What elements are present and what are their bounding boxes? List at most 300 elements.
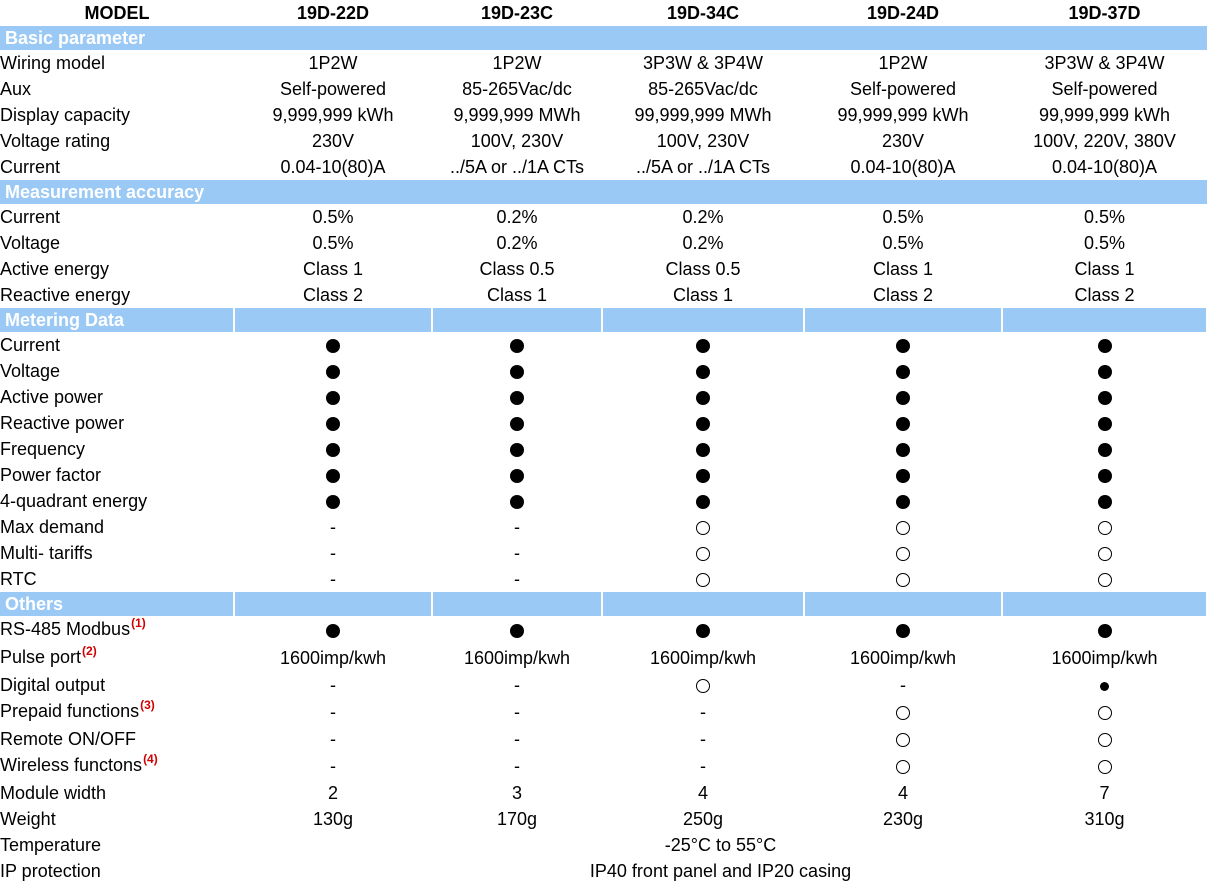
- open-circle-icon: [1098, 733, 1112, 747]
- value-cell: 310g: [1084, 809, 1125, 829]
- row-label-text: Current: [0, 207, 61, 227]
- filled-dot-icon: [696, 391, 710, 405]
- model-header: 19D-23C: [480, 3, 554, 23]
- table-row: [0, 76, 1207, 102]
- value-cell: ../5A or ../1A CTs: [449, 157, 585, 177]
- filled-dot-icon: [1098, 469, 1112, 483]
- open-circle-icon: [896, 547, 910, 561]
- value-cell: -: [330, 675, 336, 695]
- row-label: [0, 806, 234, 832]
- row-label-text: Remote ON/OFF: [0, 729, 137, 749]
- table-row: [0, 358, 1207, 384]
- section-header-row: [0, 180, 1207, 204]
- table-row: [0, 230, 1207, 256]
- value-cell: 85-265Vac/dc: [648, 79, 758, 99]
- value-cell: [432, 332, 602, 358]
- filled-dot-icon: [896, 469, 910, 483]
- value-cell: [432, 488, 602, 514]
- filled-dot-icon: [696, 495, 710, 509]
- table-row: [0, 698, 1207, 726]
- filled-dot-icon: [510, 624, 524, 638]
- open-circle-icon: [1098, 760, 1112, 774]
- value-cell: [234, 616, 432, 644]
- open-circle-icon: [1098, 706, 1112, 720]
- value-cell: [602, 566, 804, 592]
- value-cell: Class 1: [302, 259, 364, 279]
- row-label: [0, 832, 234, 858]
- value-cell: [1002, 462, 1207, 488]
- row-label-text: RS-485 Modbus: [0, 619, 131, 639]
- filled-dot-icon: [326, 495, 340, 509]
- row-label: [0, 358, 234, 384]
- value-cell: 1600imp/kwh: [463, 648, 571, 668]
- value-cell: Self-powered: [1051, 79, 1158, 99]
- row-label-text: Current: [0, 335, 61, 355]
- value-cell: 4: [697, 783, 708, 803]
- row-label-text: Power factor: [0, 465, 102, 485]
- value-cell: [602, 540, 804, 566]
- row-label: [0, 102, 234, 128]
- table-row: [0, 128, 1207, 154]
- value-cell: 0.04-10(80)A: [1051, 157, 1158, 177]
- value-cell: 1600imp/kwh: [279, 648, 387, 668]
- value-cell: Class 1: [872, 259, 934, 279]
- filled-dot-icon: [1098, 365, 1112, 379]
- value-cell: [234, 332, 432, 358]
- row-label-text: Prepaid functions: [0, 701, 140, 721]
- footnote-marker: (3): [140, 698, 155, 712]
- footnote-marker: (2): [82, 644, 97, 658]
- row-label-text: Max demand: [0, 517, 105, 537]
- filled-dot-icon: [896, 624, 910, 638]
- value-cell: [804, 514, 1002, 540]
- value-cell: 1600imp/kwh: [1051, 648, 1158, 668]
- value-cell: 0.2%: [496, 233, 538, 253]
- row-label-text: Aux: [0, 79, 32, 99]
- value-cell: 0.2%: [682, 207, 724, 227]
- filled-dot-icon: [326, 469, 340, 483]
- filled-dot-icon: [896, 417, 910, 431]
- row-label-text: Reactive energy: [0, 285, 131, 305]
- value-cell: [602, 410, 804, 436]
- value-cell: 230V: [311, 131, 355, 151]
- section-title: Others: [0, 592, 234, 616]
- value-cell: Self-powered: [279, 79, 387, 99]
- value-cell: Class 2: [302, 285, 364, 305]
- table-row: [0, 204, 1207, 230]
- section-cell: [432, 592, 602, 616]
- value-cell: 99,999,999 kWh: [1038, 105, 1171, 125]
- value-cell: [804, 488, 1002, 514]
- value-cell: [432, 436, 602, 462]
- filled-dot-icon: [510, 443, 524, 457]
- filled-dot-icon: [510, 391, 524, 405]
- spanned-value: IP40 front panel and IP20 casing: [589, 861, 852, 881]
- section-cell: [804, 308, 1002, 332]
- value-cell: Class 1: [486, 285, 548, 305]
- model-header: 19D-22D: [296, 3, 370, 23]
- table-row: [0, 616, 1207, 644]
- table-row: [0, 488, 1207, 514]
- filled-dot-icon: [1098, 624, 1112, 638]
- value-cell: [804, 410, 1002, 436]
- filled-dot-icon: [1098, 339, 1112, 353]
- filled-dot-icon: [326, 365, 340, 379]
- table-row: [0, 806, 1207, 832]
- row-label: [0, 488, 234, 514]
- value-cell: [1002, 436, 1207, 462]
- filled-dot-icon: [510, 365, 524, 379]
- value-cell: 4: [897, 783, 908, 803]
- filled-dot-icon: [326, 443, 340, 457]
- section-cell: [602, 592, 804, 616]
- open-circle-icon: [696, 521, 710, 535]
- open-circle-icon: [1098, 573, 1112, 587]
- value-cell: [1002, 672, 1207, 698]
- value-cell: -: [514, 569, 520, 589]
- value-cell: [602, 384, 804, 410]
- value-cell: 170g: [496, 809, 538, 829]
- value-cell: [432, 462, 602, 488]
- filled-dot-icon: [326, 339, 340, 353]
- row-label-text: IP protection: [0, 861, 101, 881]
- row-label-text: Pulse port: [0, 647, 82, 667]
- value-cell: 250g: [682, 809, 724, 829]
- value-cell: -: [514, 517, 520, 537]
- value-cell: [804, 752, 1002, 780]
- row-label: [0, 230, 234, 256]
- table-row: [0, 540, 1207, 566]
- filled-dot-icon: [696, 417, 710, 431]
- row-label: [0, 204, 234, 230]
- value-cell: 100V, 220V, 380V: [1033, 131, 1176, 151]
- row-label-text: Current: [0, 157, 61, 177]
- filled-dot-icon: [896, 391, 910, 405]
- value-cell: [432, 384, 602, 410]
- value-cell: -: [700, 756, 706, 776]
- filled-dot-icon: [510, 469, 524, 483]
- open-circle-icon: [696, 573, 710, 587]
- row-label: [0, 540, 234, 566]
- row-label-text: Digital output: [0, 675, 106, 695]
- filled-dot-icon: [1098, 495, 1112, 509]
- row-label: [0, 698, 234, 726]
- row-label: [0, 76, 234, 102]
- value-cell: [602, 672, 804, 698]
- table-row: [0, 644, 1207, 672]
- value-cell: Class 2: [1074, 285, 1135, 305]
- row-label-text: Wireless functons: [0, 755, 143, 775]
- table-row: [0, 154, 1207, 180]
- value-cell: [602, 514, 804, 540]
- value-cell: -: [330, 517, 336, 537]
- footnote-marker: (4): [143, 752, 158, 766]
- row-label-text: Display capacity: [0, 105, 131, 125]
- value-cell: [1002, 540, 1207, 566]
- value-cell: -: [700, 729, 706, 749]
- filled-dot-icon: [326, 624, 340, 638]
- filled-dot-icon: [1098, 391, 1112, 405]
- value-cell: 85-265Vac/dc: [462, 79, 572, 99]
- row-label-text: Active energy: [0, 259, 110, 279]
- row-label: [0, 50, 234, 76]
- value-cell: 0.04-10(80)A: [280, 157, 386, 177]
- value-cell: [1002, 726, 1207, 752]
- value-cell: 1600imp/kwh: [649, 648, 757, 668]
- filled-dot-icon: [510, 417, 524, 431]
- value-cell: [602, 436, 804, 462]
- table-row: [0, 462, 1207, 488]
- value-cell: [602, 358, 804, 384]
- value-cell: [602, 332, 804, 358]
- filled-dot-icon: [896, 339, 910, 353]
- filled-dot-icon: [696, 339, 710, 353]
- value-cell: [804, 616, 1002, 644]
- value-cell: [602, 462, 804, 488]
- value-cell: [804, 436, 1002, 462]
- filled-dot-icon: [1098, 417, 1112, 431]
- value-cell: Class 2: [872, 285, 934, 305]
- row-label: [0, 780, 234, 806]
- table-row: [0, 332, 1207, 358]
- value-cell: 9,999,999 kWh: [272, 105, 394, 125]
- value-cell: -: [514, 756, 520, 776]
- footnote-marker: (1): [131, 616, 146, 630]
- value-cell: [804, 726, 1002, 752]
- section-title: Metering Data: [0, 308, 234, 332]
- open-circle-icon: [696, 679, 710, 693]
- table-row: [0, 566, 1207, 592]
- row-label: [0, 410, 234, 436]
- section-cell: [234, 592, 432, 616]
- table-row: [0, 514, 1207, 540]
- value-cell: [804, 462, 1002, 488]
- value-cell: 100V, 230V: [656, 131, 750, 151]
- value-cell: 3: [511, 783, 522, 803]
- value-cell: [804, 384, 1002, 410]
- value-cell: [1002, 488, 1207, 514]
- section-cell: [602, 308, 804, 332]
- section-cell: [234, 308, 432, 332]
- filled-dot-icon: [896, 365, 910, 379]
- value-cell: 100V, 230V: [470, 131, 564, 151]
- row-label-text: 4-quadrant energy: [0, 491, 148, 511]
- value-cell: -: [900, 675, 906, 695]
- value-cell: [1002, 566, 1207, 592]
- row-label-text: Voltage: [0, 233, 61, 253]
- section-header-row: [0, 26, 1207, 50]
- value-cell: [234, 436, 432, 462]
- open-circle-icon: [896, 573, 910, 587]
- value-cell: [804, 566, 1002, 592]
- value-cell: 0.5%: [312, 233, 354, 253]
- value-cell: [804, 698, 1002, 726]
- value-cell: [804, 332, 1002, 358]
- row-label: [0, 462, 234, 488]
- open-circle-icon: [896, 760, 910, 774]
- model-label: MODEL: [84, 3, 150, 23]
- row-label: [0, 672, 234, 698]
- section-header-row: [0, 308, 1207, 332]
- table-row: [0, 384, 1207, 410]
- table-row: [0, 726, 1207, 752]
- open-circle-icon: [896, 706, 910, 720]
- value-cell: 99,999,999 MWh: [634, 105, 772, 125]
- filled-dot-icon: [696, 624, 710, 638]
- row-label: [0, 384, 234, 410]
- filled-dot-icon: [510, 339, 524, 353]
- value-cell: -: [330, 702, 336, 722]
- value-cell: [234, 358, 432, 384]
- value-cell: 7: [1099, 783, 1110, 803]
- value-cell: ../5A or ../1A CTs: [635, 157, 771, 177]
- value-cell: [1002, 752, 1207, 780]
- value-cell: [1002, 616, 1207, 644]
- value-cell: [1002, 358, 1207, 384]
- row-label: [0, 566, 234, 592]
- value-cell: [432, 410, 602, 436]
- model-header: 19D-37D: [1068, 3, 1141, 23]
- table-row: [0, 256, 1207, 282]
- value-cell: 0.5%: [1083, 207, 1126, 227]
- row-label-text: Voltage: [0, 361, 61, 381]
- value-cell: [1002, 514, 1207, 540]
- table-row: [0, 752, 1207, 780]
- row-label: [0, 256, 234, 282]
- value-cell: [804, 540, 1002, 566]
- value-cell: [1002, 384, 1207, 410]
- value-cell: 0.5%: [882, 207, 924, 227]
- value-cell: -: [514, 675, 520, 695]
- value-cell: Class 1: [1074, 259, 1135, 279]
- row-label-text: Wiring model: [0, 53, 106, 73]
- row-label: [0, 128, 234, 154]
- model-header: 19D-24D: [866, 3, 940, 23]
- row-label-text: Active power: [0, 387, 104, 407]
- filled-dot-icon: [326, 417, 340, 431]
- filled-dot-icon: [1098, 443, 1112, 457]
- open-circle-icon: [1098, 521, 1112, 535]
- value-cell: 0.2%: [496, 207, 538, 227]
- filled-dot-icon: [326, 391, 340, 405]
- value-cell: 3P3W & 3P4W: [642, 53, 764, 73]
- value-cell: -: [330, 543, 336, 563]
- value-cell: [432, 358, 602, 384]
- value-cell: Class 0.5: [665, 259, 741, 279]
- section-header-row: [0, 592, 1207, 616]
- value-cell: [804, 358, 1002, 384]
- row-label: [0, 616, 234, 644]
- section-title: Measurement accuracy: [0, 180, 1207, 204]
- value-cell: 0.5%: [312, 207, 354, 227]
- filled-dot-icon: [696, 469, 710, 483]
- open-circle-icon: [896, 521, 910, 535]
- filled-dot-icon: [696, 443, 710, 457]
- table-row: [0, 410, 1207, 436]
- table-row: [0, 780, 1207, 806]
- table-row: [0, 672, 1207, 698]
- value-cell: [234, 488, 432, 514]
- row-label: [0, 514, 234, 540]
- value-cell: 0.5%: [882, 233, 924, 253]
- value-cell: -: [514, 543, 520, 563]
- filled-dot-icon: [510, 495, 524, 509]
- spanned-value: -25°C to 55°C: [664, 835, 777, 855]
- row-label-text: Weight: [0, 809, 56, 829]
- value-cell: [602, 616, 804, 644]
- row-label-text: Voltage rating: [0, 131, 111, 151]
- value-cell: 230g: [882, 809, 924, 829]
- row-label: [0, 282, 234, 308]
- section-cell: [1002, 308, 1207, 332]
- table-row: [0, 50, 1207, 76]
- value-cell: 0.5%: [1083, 233, 1126, 253]
- value-cell: 99,999,999 kWh: [837, 105, 969, 125]
- table-row: [0, 858, 1207, 884]
- value-cell: -: [700, 702, 706, 722]
- row-label-text: Frequency: [0, 439, 86, 459]
- row-label: [0, 726, 234, 752]
- value-cell: [234, 462, 432, 488]
- value-cell: 1P2W: [492, 53, 542, 73]
- filled-dot-icon: [896, 443, 910, 457]
- table-row: [0, 282, 1207, 308]
- header-row: [0, 0, 1207, 26]
- model-header: 19D-34C: [666, 3, 740, 23]
- section-cell: [1002, 592, 1207, 616]
- open-circle-icon: [896, 733, 910, 747]
- table-row: [0, 832, 1207, 858]
- value-cell: 1P2W: [308, 53, 358, 73]
- section-cell: [804, 592, 1002, 616]
- value-cell: 130g: [312, 809, 354, 829]
- small-dot-icon: [1100, 682, 1109, 691]
- row-label: [0, 644, 234, 672]
- value-cell: -: [514, 729, 520, 749]
- filled-dot-icon: [896, 495, 910, 509]
- section-cell: [432, 308, 602, 332]
- value-cell: 2: [327, 783, 338, 803]
- value-cell: 1600imp/kwh: [849, 648, 957, 668]
- value-cell: Class 1: [672, 285, 734, 305]
- table-row: [0, 102, 1207, 128]
- row-label-text: Multi- tariffs: [0, 543, 93, 563]
- row-label-text: Temperature: [0, 835, 102, 855]
- value-cell: 9,999,999 MWh: [453, 105, 581, 125]
- value-cell: -: [514, 702, 520, 722]
- value-cell: [602, 488, 804, 514]
- row-label: [0, 436, 234, 462]
- row-label-text: Module width: [0, 783, 107, 803]
- value-cell: [234, 410, 432, 436]
- row-label: [0, 154, 234, 180]
- table-row: [0, 436, 1207, 462]
- value-cell: [1002, 332, 1207, 358]
- open-circle-icon: [1098, 547, 1112, 561]
- value-cell: 230V: [881, 131, 925, 151]
- value-cell: 3P3W & 3P4W: [1044, 53, 1165, 73]
- value-cell: [1002, 698, 1207, 726]
- spec-body: [0, 26, 1207, 884]
- row-label-text: RTC: [0, 569, 37, 589]
- filled-dot-icon: [696, 365, 710, 379]
- value-cell: [1002, 410, 1207, 436]
- open-circle-icon: [696, 547, 710, 561]
- value-cell: 0.04-10(80)A: [850, 157, 956, 177]
- value-cell: [234, 384, 432, 410]
- value-cell: -: [330, 569, 336, 589]
- row-label: [0, 858, 234, 884]
